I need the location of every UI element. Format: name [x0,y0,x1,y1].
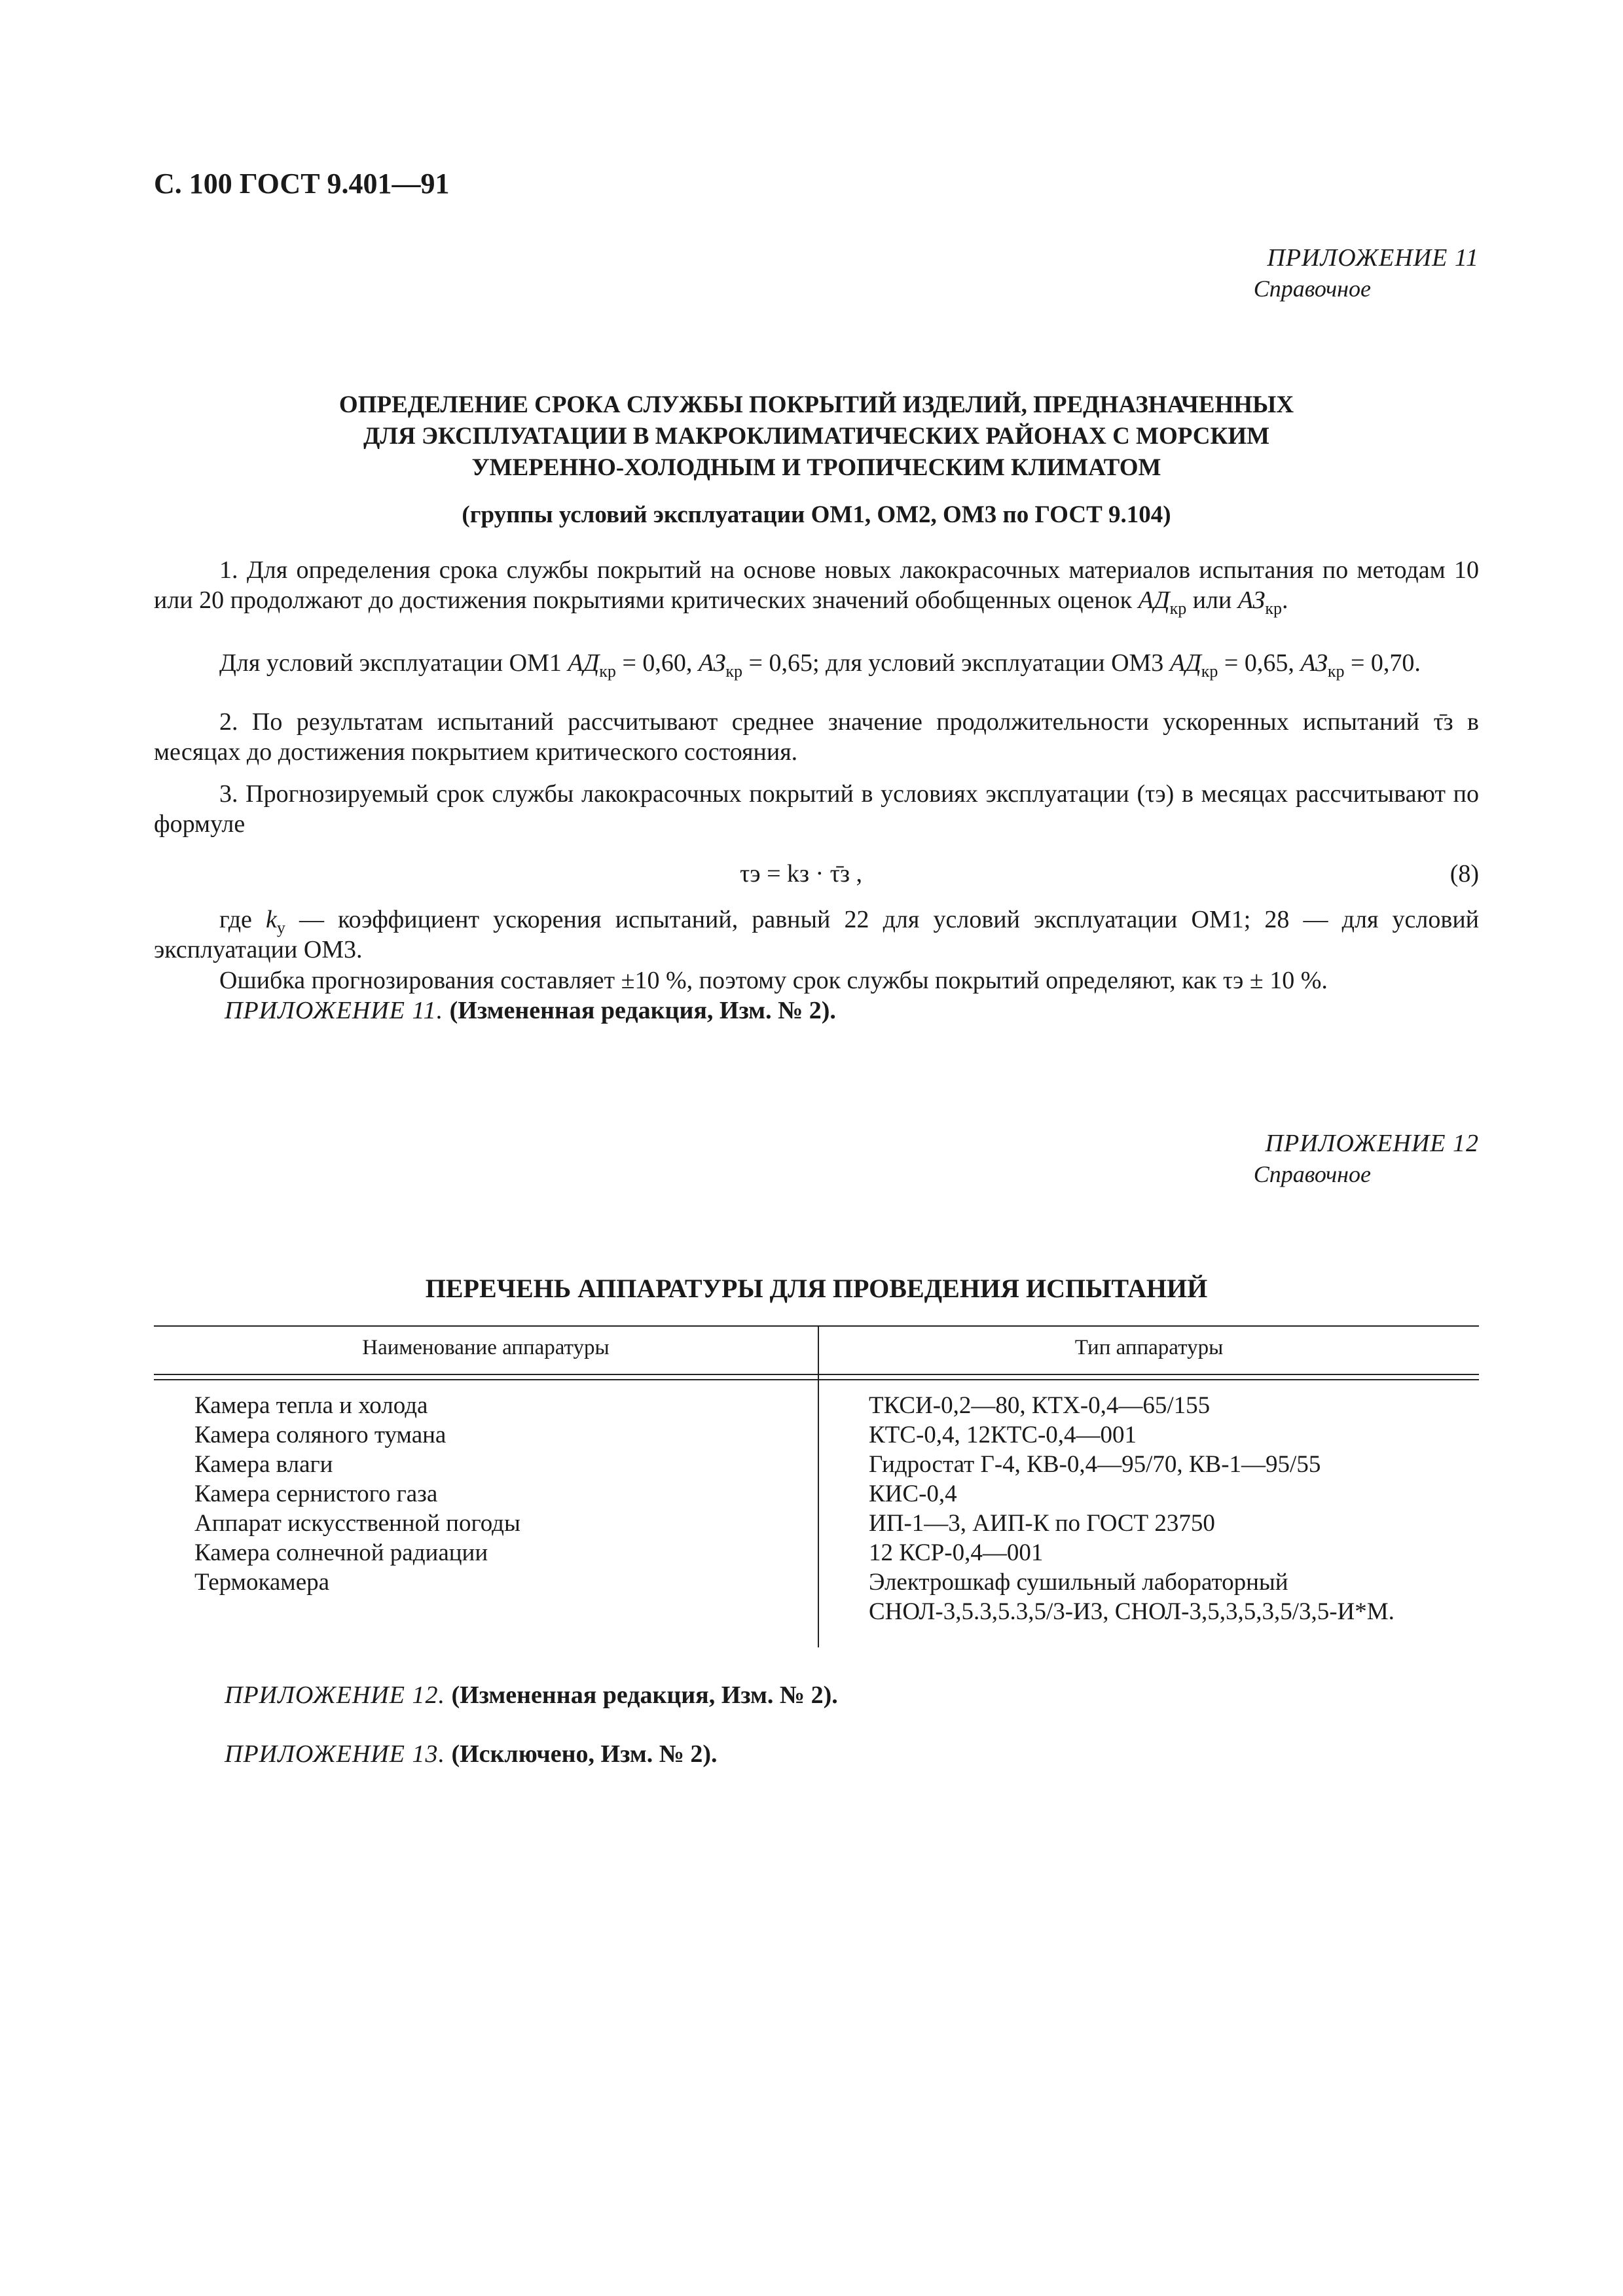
paragraph-1b [154,648,1479,681]
table-cell: ИП-1—3, АИП-К по ГОСТ 23750 [869,1510,1215,1537]
table-header-rule [154,1374,1479,1375]
subscript: кр [1265,599,1283,618]
formula: τэ = kз · τ̄з , [740,860,862,888]
subscript: кр [1169,599,1187,618]
types-column [869,1391,1478,1626]
text-fragment: или [1186,586,1238,614]
text-fragment: = 0,65, [1218,649,1294,677]
note-italic: ПРИЛОЖЕНИЕ 13. [225,1740,445,1768]
symbol-k: k [266,906,277,933]
text-fragment: = 0,60, [615,649,699,677]
subscript: кр [599,662,616,681]
equipment-table [154,1325,1479,1653]
subscript: кр [1201,662,1218,681]
title-line: УМЕРЕННО-ХОЛОДНЫМ И ТРОПИЧЕСКИМ КЛИМАТОМ [471,454,1161,481]
table-cell: Электрошкаф сушильный лабораторный [869,1569,1288,1596]
paragraph-2: 2. По результатам испытаний рассчитывают среднее значение продолжительности ускоренных испытаний τ̄з в месяцах до достижения покрытием критического состояния. [154,708,1479,766]
symbol-az: АЗ [698,649,726,677]
note-bold: (Исключено, Изм. № 2). [445,1740,718,1768]
title-line: ОПРЕДЕЛЕНИЕ СРОКА СЛУЖБЫ ПОКРЫТИЙ ИЗДЕЛИЙ, ПРЕДНАЗНАЧЕННЫХ [338,391,1294,418]
title-line: ДЛЯ ЭКСПЛУАТАЦИИ В МАКРОКЛИМАТИЧЕСКИХ РАЙОНАХ С МОРСКИМ [363,423,1270,450]
header-name: Наименование аппаратуры [362,1336,610,1359]
table-cell: КИС-0,4 [869,1480,957,1507]
table-cell: 12 КСР-0,4—001 [869,1539,1044,1566]
note-italic: ПРИЛОЖЕНИЕ 12. [225,1681,445,1709]
text-fragment: — коэффициент ускорения испытаний, равный 22 для условий эксплуатации ОМ1; 28 — для условий эксплуатации ОМ3. [154,906,1479,963]
table-cell: КТС-0,4, 12КТС-0,4—001 [869,1422,1137,1448]
appendix-11-note [225,996,836,1025]
text-fragment: . [1282,586,1288,614]
header-type: Тип аппаратуры [1074,1336,1224,1359]
appendix-11-label: ПРИЛОЖЕНИЕ 11 [1267,244,1479,272]
subscript: кр [1327,662,1345,681]
page-header: С. 100 ГОСТ 9.401—91 [154,168,450,200]
paragraph-1 [154,555,1479,618]
table-cell: Камера влаги [194,1451,333,1478]
note-italic: ПРИЛОЖЕНИЕ 11. [225,997,444,1024]
text-fragment: где [219,906,266,933]
paragraph-3: 3. Прогнозируемый срок службы лакокрасочных покрытий в условиях эксплуатации (τэ) в месяцах рассчитывают по формуле [154,780,1479,838]
table-cell: Аппарат искусственной погоды [194,1510,520,1537]
paragraph-5: Ошибка прогнозирования составляет ±10 %, поэтому срок службы покрытий определяют, как τэ ± 10 %. [219,967,1328,994]
appendix-12-title: ПЕРЕЧЕНЬ АППАРАТУРЫ ДЛЯ ПРОВЕДЕНИЯ ИСПЫТАНИЙ [425,1274,1208,1303]
symbol-ad: АД [568,649,600,677]
paragraph-1-text: 1. Для определения срока службы покрытий на основе новых лакокрасочных материалов испытания по методам 10 или 20 продолжают до достижения покрытиями критических значений обобщенных оценок [154,556,1479,614]
appendix-12-note [225,1681,838,1710]
appendix-11-type: Справочное [1253,276,1371,302]
subscript: у [276,918,285,937]
table-cell: Камера сернистого газа [194,1480,438,1507]
table-cell: Термокамера [194,1569,330,1596]
paragraph-4 [154,905,1479,965]
symbol-ad: АД [1138,586,1170,614]
table-cell: Камера тепла и холода [194,1392,428,1419]
symbol-az: АЗ [1300,649,1328,677]
appendix-13-note [225,1740,718,1768]
note-bold: (Измененная редакция, Изм. № 2). [443,997,836,1024]
formula-number: (8) [1450,860,1479,888]
note-bold: (Измененная редакция, Изм. № 2). [445,1681,838,1709]
appendix-11-subtitle: (группы условий эксплуатации ОМ1, ОМ2, ОМ3 по ГОСТ 9.104) [462,501,1171,528]
table-cell: Камера соляного тумана [194,1422,447,1448]
table-header-rule [154,1379,1479,1380]
table-cell: ТКСИ-0,2—80, КТХ-0,4—65/155 [869,1392,1211,1419]
symbol-az: АЗ [1237,586,1266,614]
table-top-rule [154,1325,1479,1327]
text-fragment: Для условий эксплуатации ОМ1 [219,649,568,677]
table-cell: СНОЛ-3,5.3,5.3,5/3-И3, СНОЛ-3,5,3,5,3,5/3,5-И*М. [869,1598,1395,1625]
appendix-12-label: ПРИЛОЖЕНИЕ 12 [1265,1130,1479,1157]
subscript: кр [725,662,743,681]
text-fragment: = 0,70. [1344,649,1421,677]
table-cell: Гидростат Г-4, КВ-0,4—95/70, КВ-1—95/55 [869,1451,1321,1478]
table-cell: Камера солнечной радиации [194,1539,488,1566]
appendix-11-title [154,389,1479,484]
text-fragment: = 0,65; для условий эксплуатации ОМ3 [742,649,1170,677]
symbol-ad: АД [1169,649,1201,677]
names-column [194,1391,520,1597]
appendix-12-type: Справочное [1253,1161,1371,1187]
